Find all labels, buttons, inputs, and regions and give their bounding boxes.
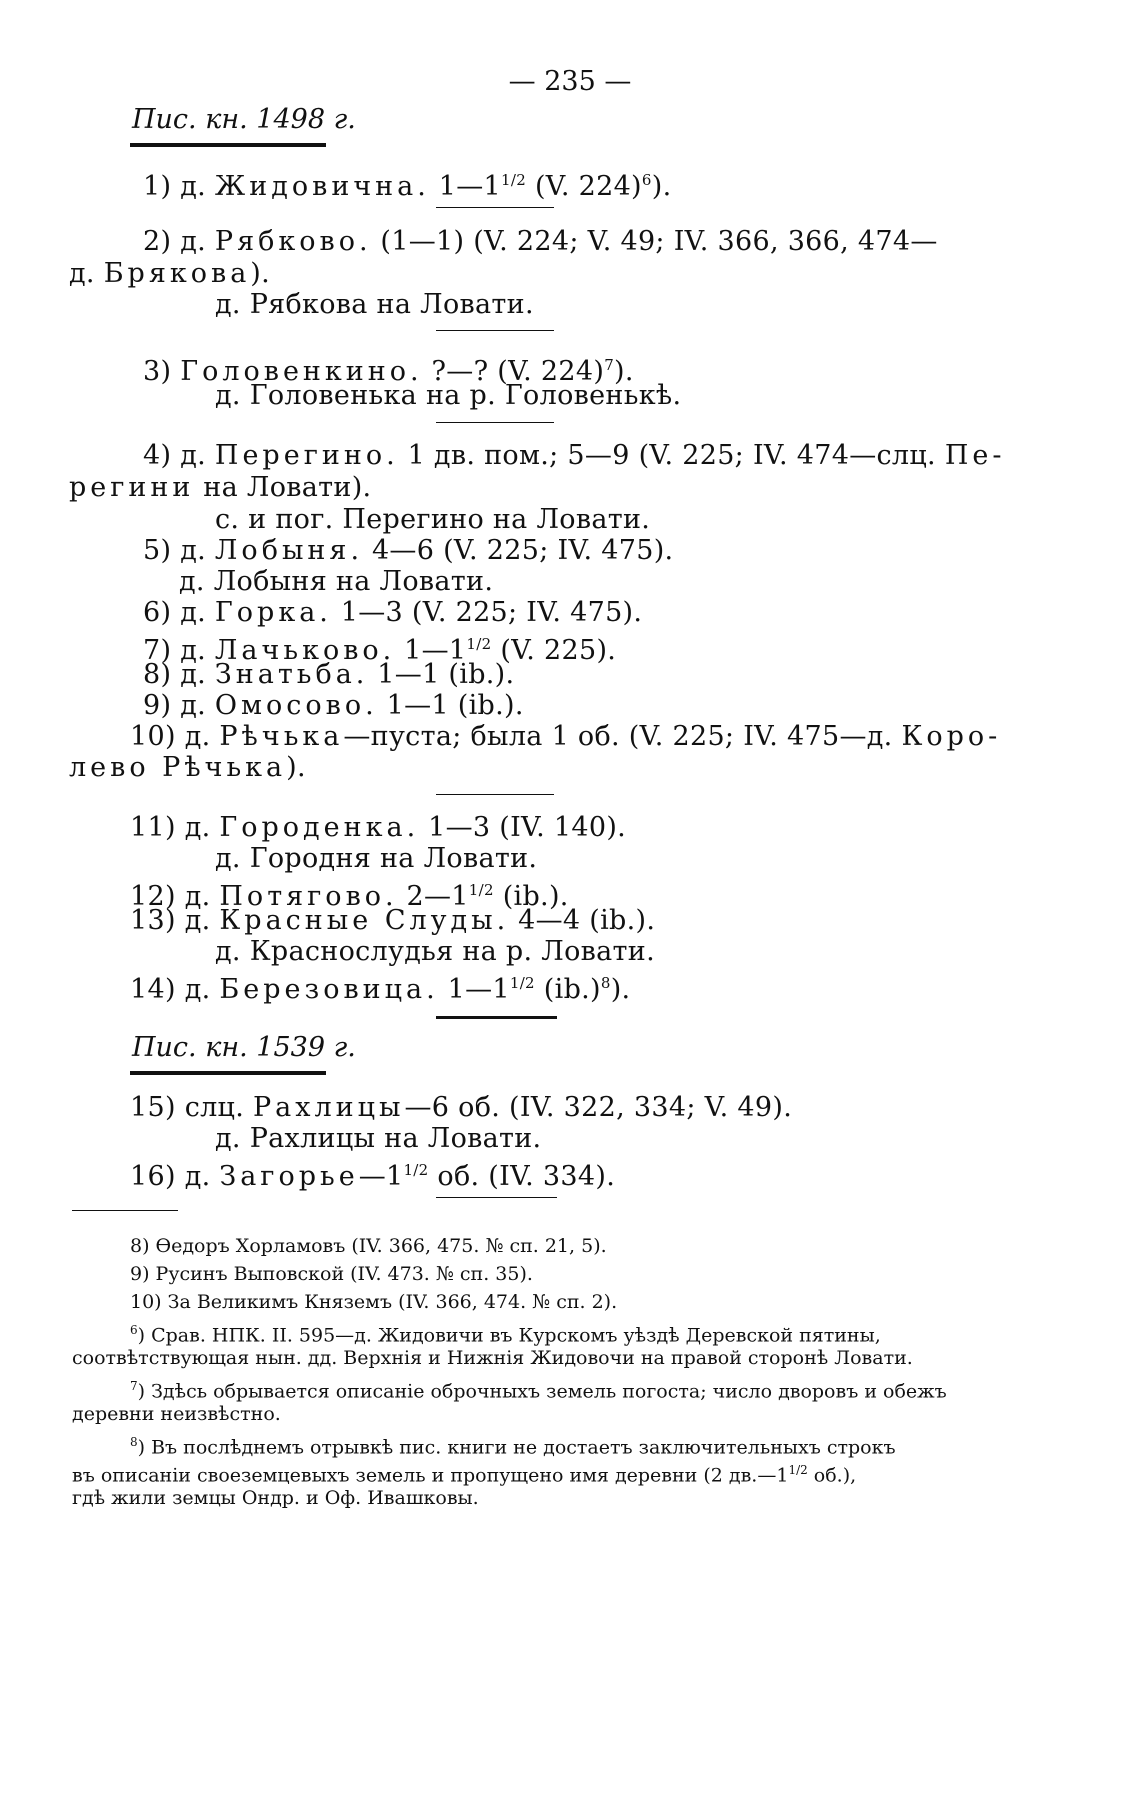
entry-10: 10) д. Рѣчька—пуста; была 1 об. (V. 225; IV. 475—д. Коро- — [130, 721, 1002, 752]
entry-4-modern-name: с. и пог. Перегино на Ловати. — [215, 504, 651, 535]
entry-14: 14) д. Березовица. $1—1^{1/2}$ $(ib.)^8$). — [130, 974, 631, 1005]
section-heading-1539: Пис. кн. 1539 г. — [132, 1032, 356, 1063]
footnote-separator — [72, 1210, 178, 1211]
entry-2-line-2: д. Брякова). — [69, 258, 271, 289]
entry-9: 9) д. Омосово. 1—1 (ib.). — [143, 690, 524, 721]
entry-7: 7) д. Лачьково. $1—1^{1/2}$ (V. 225). — [143, 635, 617, 666]
divider — [436, 1197, 557, 1198]
entry-6: 6) д. Горка. 1—3 (V. 225; IV. 475). — [143, 597, 643, 628]
footnote-8-name: 8) Ѳедоръ Хорламовъ (IV. 366, 475. № сп. 21, 5). — [130, 1235, 607, 1257]
entry-2: 2) д. Рябково. (1—1) (V. 224; V. 49; IV. 366, 366, 474— — [143, 226, 938, 257]
footnote-8-line-3: гдѣ жили земцы Ондр. и Оф. Ивашковы. — [72, 1487, 479, 1509]
entry-2-modern-name: д. Рябкова на Ловати. — [215, 289, 534, 320]
entry-4-line-2: регини на Ловати). — [69, 472, 372, 503]
entry-12: 12) д. Потягово. $2—1^{1/2}$ (ib.). — [130, 881, 569, 912]
footnote-7-line-2: деревни неизвѣстно. — [72, 1403, 281, 1425]
entry-13-modern-name: д. Краснослудья на р. Ловати. — [215, 936, 655, 967]
footnote-8: $^8$) Въ послѣднемъ отрывкѣ пис. книги не достаетъ заключительныхъ строкъ — [130, 1435, 896, 1459]
heading-underline — [130, 143, 326, 147]
entry-11-modern-name: д. Городня на Ловати. — [215, 843, 538, 874]
heading-underline — [130, 1071, 326, 1075]
entry-1: 1) д. Жидовична. $1—1^{1/2}$ (V. 224)$^6$). — [143, 171, 672, 202]
section-divider — [436, 1016, 557, 1019]
entry-16: 16) д. $Загорье—1^{1/2}$ об. (IV. 334). — [130, 1161, 616, 1192]
footnote-10-name: 10) За Великимъ Княземъ (IV. 366, 474. № сп. 2). — [130, 1291, 618, 1313]
divider — [436, 330, 554, 331]
footnote-8-line-2: въ описаніи своеземцевыхъ земель и пропущено имя деревни (2 $дв.—1^{1/2}$ об.), — [72, 1463, 857, 1487]
entry-4: 4) д. Перегино. 1 дв. пом.; 5—9 (V. 225; IV. 474—слц. Пе- — [143, 440, 1006, 471]
page-number: — 235 — — [508, 66, 632, 97]
divider — [436, 794, 554, 795]
entry-10-line-2: лево Рѣчька). — [69, 752, 306, 783]
entry-15-modern-name: д. Рахлицы на Ловати. — [215, 1123, 542, 1154]
entry-15: 15) слц. Рахлицы—6 об. (IV. 322, 334; V. 49). — [130, 1092, 793, 1123]
divider — [436, 422, 554, 423]
entry-5-modern-name: д. Лобыня на Ловати. — [179, 566, 494, 597]
footnote-6-line-2: соотвѣтствующая нын. дд. Верхнія и Нижнія Жидовочи на правой сторонѣ Ловати. — [72, 1347, 913, 1369]
section-heading-1498: Пис. кн. 1498 г. — [132, 104, 356, 135]
divider — [436, 207, 554, 208]
entry-5: 5) д. Лобыня. 4—6 (V. 225; IV. 475). — [143, 535, 674, 566]
footnote-6: $^6$) Срав. НПК. II. 595—д. Жидовичи въ Курскомъ уѣздѣ Деревской пятины, — [130, 1323, 881, 1347]
footnote-7: $^7$) Здѣсь обрывается описаніе оброчныхъ земель погоста; число дворовъ и обежъ — [130, 1379, 947, 1403]
footnote-9-name: 9) Русинъ Выповской (IV. 473. № сп. 35). — [130, 1263, 533, 1285]
entry-13: 13) д. Красные Слуды. 4—4 (ib.). — [130, 905, 656, 936]
entry-8: 8) д. Знатьба. 1—1 (ib.). — [143, 659, 515, 690]
entry-11: 11) д. Городенка. 1—3 (IV. 140). — [130, 812, 627, 843]
entry-3: 3) Головенкино. ?—? (V. 224)$^7$). — [143, 356, 634, 387]
entry-3-modern-name: д. Головенька на р. Головенькѣ. — [215, 380, 682, 411]
